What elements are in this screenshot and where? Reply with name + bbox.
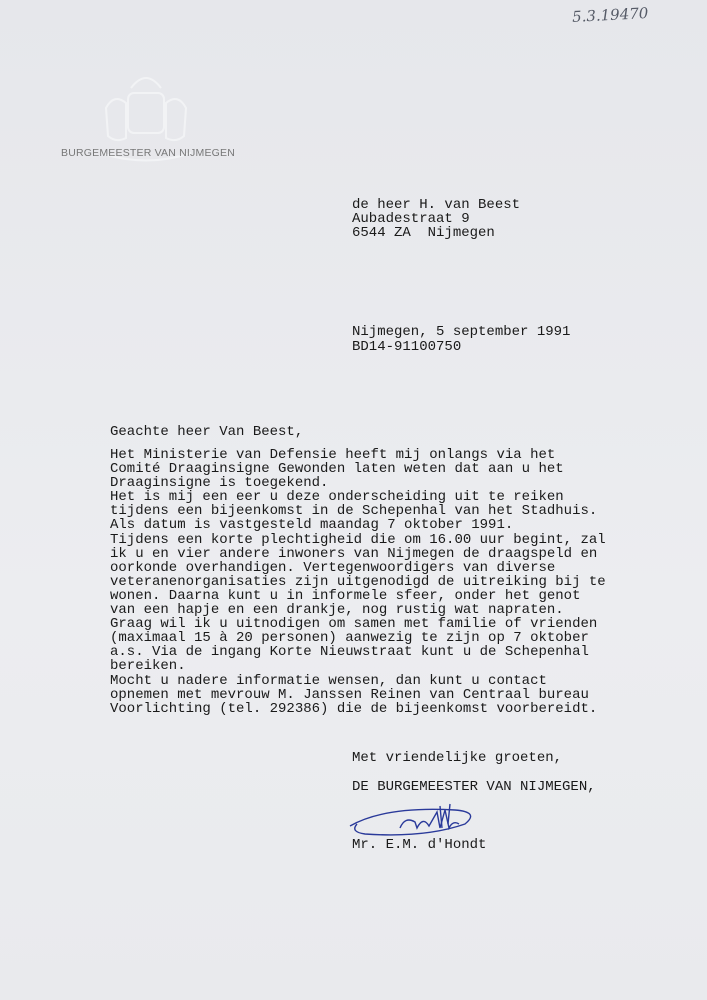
body-line: Het Ministerie van Defensie heeft mij onlangs via het (110, 447, 556, 463)
body-line: Mocht u nadere informatie wensen, dan kunt u contact (110, 672, 547, 689)
body-line: bereiken. (110, 658, 186, 675)
signatory-name: Mr. E.M. d'Hondt (352, 837, 487, 853)
letterhead-title: BURGEMEESTER VAN NIJMEGEN (61, 147, 235, 159)
handwritten-annotation: 5.3.19470 (571, 4, 649, 26)
body-line: opnemen met mevrouw M. Janssen Reinen van Centraal bureau (110, 686, 589, 703)
body-line: veteranenorganisaties zijn uitgenodigd de uitreiking bij te (110, 573, 606, 590)
body-line: Comité Draaginsigne Gewonden laten weten dat aan u het (110, 461, 564, 478)
body-line: a.s. Via de ingang Korte Nieuwstraat kunt u de Schepenhal (110, 644, 589, 661)
salutation: Geachte heer Van Beest, (110, 424, 304, 440)
letter-body (110, 448, 606, 716)
body-line: Tijdens een korte plechtigheid die om 16.00 uur begint, zal (110, 531, 606, 548)
recipient-address (352, 198, 520, 240)
body-line: Voorlichting (tel. 292386) die de bijeenkomst voorbereidt. (110, 700, 598, 717)
recipient-city: 6544 ZA Nijmegen (352, 225, 495, 242)
body-line: wonen. Daarna kunt u in informele sfeer, onder het genot (110, 587, 581, 604)
reference-number: BD14-91100750 (352, 339, 462, 355)
signatory-title: DE BURGEMEESTER VAN NIJMEGEN, (352, 779, 596, 795)
closing: Met vriendelijke groeten, (352, 750, 563, 766)
body-line: Als datum is vastgesteld maandag 7 oktober 1991. (110, 517, 514, 534)
recipient-street: Aubadestraat 9 (352, 211, 470, 228)
body-line: oorkonde overhandigen. Vertegenwoordigers van diverse (110, 559, 556, 576)
body-line: van een hapje en een drankje, nog rustig wat napraten. (110, 602, 564, 619)
date-line: Nijmegen, 5 september 1991 (352, 324, 571, 340)
embossed-crest-icon (86, 58, 206, 178)
body-line: Draaginsigne is toegekend. (110, 475, 329, 492)
recipient-name: de heer H. van Beest (352, 197, 521, 213)
body-line: (maximaal 15 à 20 personen) aanwezig te zijn op 7 oktober (110, 630, 589, 647)
body-line: Het is mij een eer u deze onderscheiding uit te reiken (110, 489, 564, 506)
body-line: tijdens een bijeenkomst in de Schepenhal van het Stadhuis. (110, 503, 598, 520)
body-line: Graag wil ik u uitnodigen om samen met familie of vrienden (110, 616, 598, 633)
body-line: ik u en vier andere inwoners van Nijmegen de draagspeld en (110, 545, 598, 562)
